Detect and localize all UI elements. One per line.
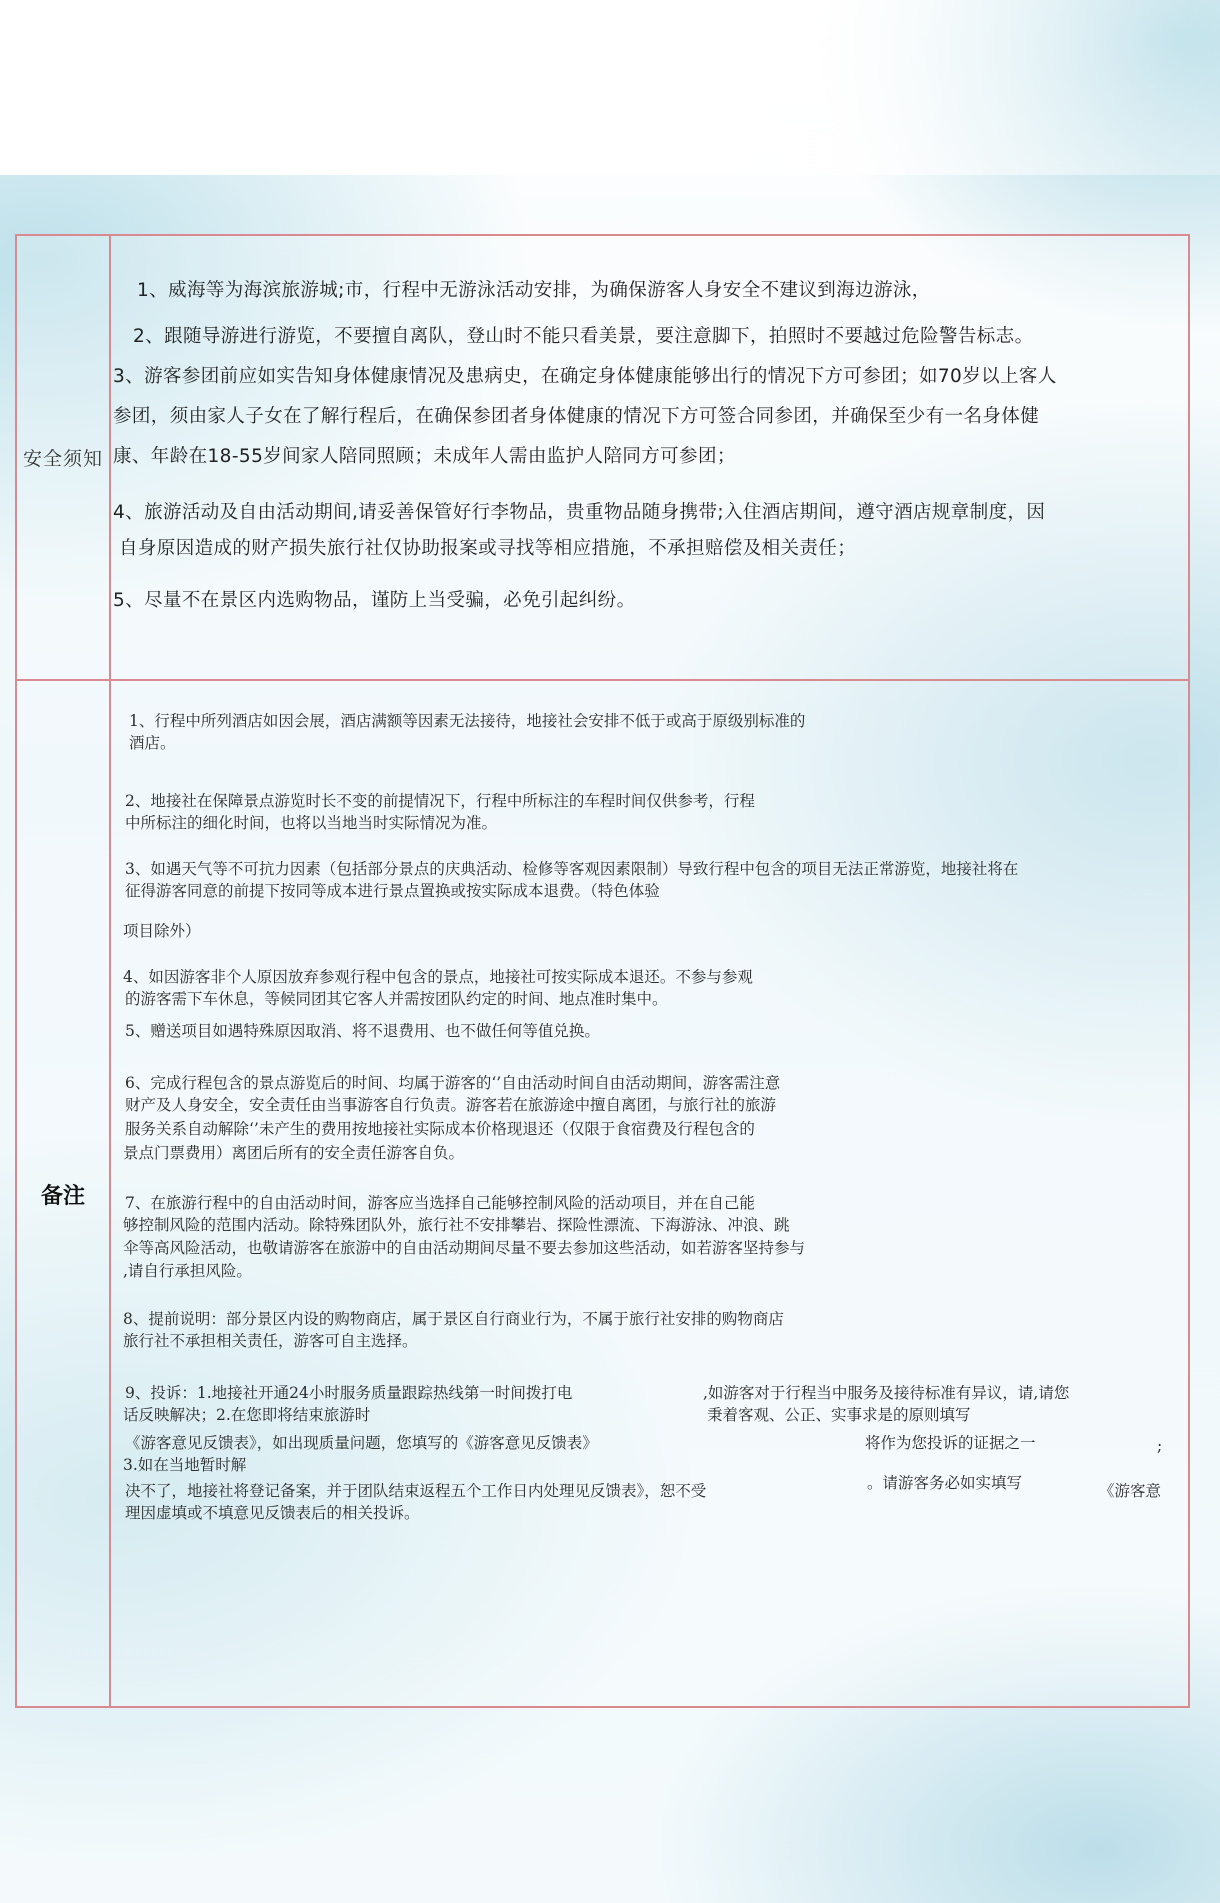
- remark-line: 的游客需下车休息，等候同团其它客人并需按团队约定的时间、地点准时集中。: [125, 990, 668, 1008]
- safety-line-6: 4、旅游活动及自由活动期间,请妥善保管好行李物品，贵重物品随身携带;入住酒店期间，遵守酒店规章制度，因: [113, 502, 1046, 523]
- remark-line: 3、如遇天气等不可抗力因素（包括部分景点的庆典活动、检修等客观因素限制）导致行程中包含的项目无法正常游览，地接社将在: [125, 860, 1019, 878]
- remark-line: 将作为您投诉的证据之一: [865, 1434, 1036, 1452]
- remark-line: 服务关系自动解除‘’未产生的费用按地接社实际成本价格现退还（仅限于食宿费及行程包含的: [125, 1120, 755, 1138]
- remark-line: 2、地接社在保障景点游览时长不变的前提情况下，行程中所标注的车程时间仅供参考，行程: [125, 792, 755, 810]
- remark-line: 伞等高风险活动，也敬请游客在旅游中的自由活动期间尽量不要去参加这些活动，如若游客坚持参与: [123, 1239, 806, 1257]
- remark-line: ;: [1157, 1437, 1163, 1455]
- remark-line: 话反映解决；2.在您即将结束旅游时: [123, 1406, 371, 1424]
- safety-line-2: 2、跟随导游进行游览，不要擅自离队，登山时不能只看美景，要注意脚下，拍照时不要越过危险警告标志。: [133, 326, 1034, 347]
- safety-line-8: 5、尽量不在景区内选购物品，谨防上当受骗，必免引起纠纷。: [113, 590, 636, 611]
- safety-line-4: 参团，须由家人子女在了解行程后，在确保参团者身体健康的情况下方可签合同参团，并确保至少有一名身体健: [113, 406, 1040, 427]
- remarks-row: [17, 679, 1188, 1708]
- remark-line: ,如游客对于行程当中服务及接待标准有异议，请,请您: [703, 1384, 1070, 1402]
- remark-line: 1、行程中所列酒店如因会展，酒店满额等因素无法接待，地接社会安排不低于或高于原级别标准的: [129, 712, 806, 730]
- remark-line: 旅行社不承担相关责任，游客可自主选择。: [123, 1332, 418, 1350]
- remark-line: 理因虚填或不填意见反馈表后的相关投诉。: [125, 1504, 420, 1522]
- notice-table: [15, 234, 1190, 1708]
- remarks-label: 备注: [40, 1184, 85, 1209]
- remarks-label-cell: [17, 681, 111, 1708]
- remark-line: 5、赠送项目如遇特殊原因取消、将不退费用、也不做任何等值兑换。: [125, 1022, 600, 1040]
- remark-line: 6、完成行程包含的景点游览后的时间、均属于游客的‘’自由活动时间自由活动期间，游客需注意: [125, 1074, 781, 1092]
- remark-line: 景点门票费用）离团后所有的安全责任游客自负。: [123, 1144, 465, 1162]
- safety-line-3: 3、游客参团前应如实告知身体健康情况及患病史，在确定身体健康能够出行的情况下方可参团；如70岁以上客人: [113, 366, 1057, 387]
- remark-line: 9、投诉：1.地接社开通24小时服务质量跟踪热线第一时间拨打电: [125, 1384, 573, 1402]
- remark-line: 酒店。: [129, 734, 176, 752]
- remark-line: 《游客意: [1099, 1482, 1162, 1500]
- safety-label: 安全须知: [22, 448, 103, 470]
- remark-line: 中所标注的细化时间，也将以当地当时实际情况为准。: [125, 814, 498, 832]
- remark-line: 3.如在当地暂时解: [123, 1456, 247, 1474]
- remark-line: 秉着客观、公正、实事求是的原则填写: [707, 1406, 971, 1424]
- remark-line: 财产及人身安全，安全责任由当事游客自行负责。游客若在旅游途中擅自离团，与旅行社的旅游: [125, 1096, 777, 1114]
- remarks-content: [113, 681, 1188, 1708]
- safety-row: [17, 236, 1188, 679]
- remark-line: 决不了，地接社将登记备案，并于团队结束返程五个工作日内处理见反馈表》，恕不受: [125, 1482, 707, 1500]
- safety-label-cell: [17, 236, 111, 679]
- remark-line: 。请游客务必如实填写: [867, 1474, 1023, 1492]
- remark-line: ,请自行承担风险。: [123, 1262, 252, 1280]
- remark-line: 项目除外）: [123, 922, 201, 940]
- remark-line: 《游客意见反馈表》，如出现质量问题，您填写的《游客意见反馈表》: [125, 1434, 598, 1452]
- remark-line: 7、在旅游行程中的自由活动时间，游客应当选择自己能够控制风险的活动项目，并在自己能: [125, 1194, 755, 1212]
- safety-line-5: 康、年龄在18-55岁间家人陪同照顾；未成年人需由监护人陪同方可参团；: [113, 446, 736, 467]
- safety-content: [113, 236, 1188, 679]
- remark-line: 8、提前说明：部分景区内设的购物商店，属于景区自行商业行为，不属于旅行社安排的购物商店: [123, 1310, 784, 1328]
- remark-line: 4、如因游客非个人原因放弃参观行程中包含的景点，地接社可按实际成本退还。不参与参观: [123, 968, 753, 986]
- safety-line-7: 自身原因造成的财产损失旅行社仅协助报案或寻找等相应措施，不承担赔偿及相关责任；: [119, 538, 857, 559]
- remark-line: 够控制风险的范围内活动。除特殊团队外，旅行社不安排攀岩、探险性漂流、下海游泳、冲浪、跳: [123, 1216, 790, 1234]
- safety-line-1: 1、威海等为海滨旅游城;市，行程中无游泳活动安排，为确保游客人身安全不建议到海边游泳，: [137, 280, 931, 301]
- remark-line: 征得游客同意的前提下按同等成本进行景点置换或按实际成本退费。（特色体验: [125, 882, 660, 900]
- top-band: [0, 0, 1220, 175]
